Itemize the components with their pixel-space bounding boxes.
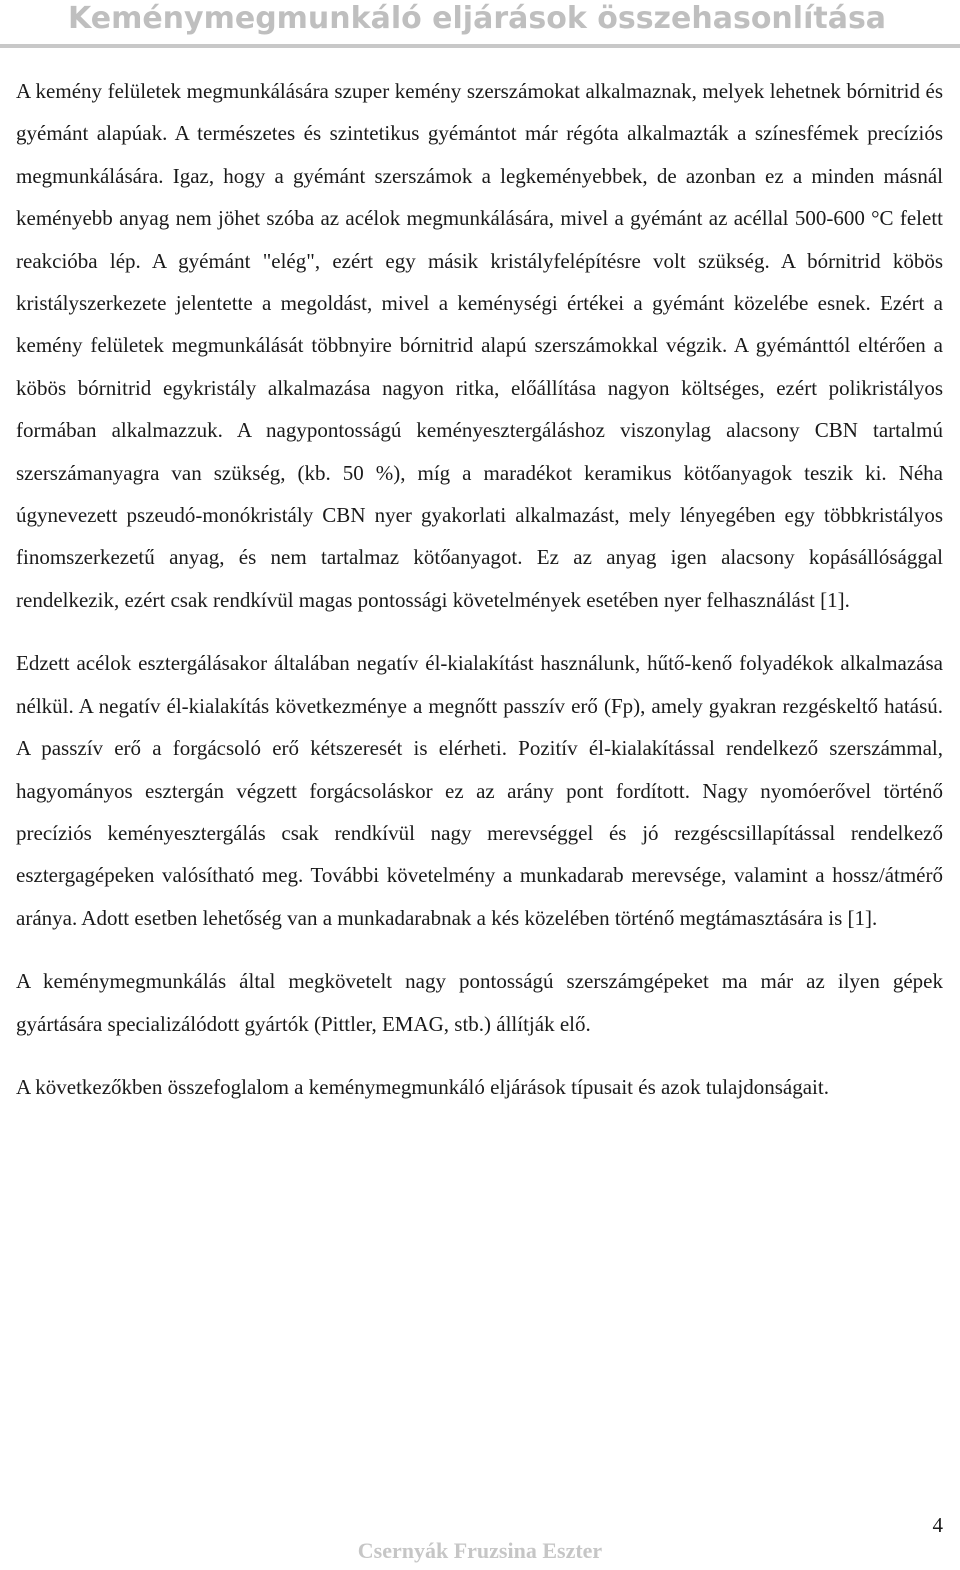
paragraph-superhard-tools: A kemény felületek megmunkálására szuper kemény szerszámokat alkalmaznak, melyek lehetnek bórnitrid és gyémánt alapúak. A természetes és szintetikus gyémántot már régóta alkalmazták a színesfémek precíziós megmunkálására. Igaz, hogy a gyémánt szerszámok a legkeményebbek, de azonban ez a minden másnál keményebb anyag nem jöhet szóba az acélok megmunkálására, mivel a gyémánt az acéllal 500-600 °C felett reakcióba lép. A gyémánt "elég", ezért egy másik kristályfelépítésre volt szükség. A bórnitrid köbös kristályszerkezete jelentette a megoldást, mivel a keménységi értékei a gyémánt közelébe esnek. Ezért a kemény felületek megmunkálását többnyire bórnitrid alapú szerszámokkal végzik. A gyémánttól eltérően a köbös bórnitrid egykristály alkalmazása nagyon ritka, előállítása nagyon költséges, ezért polikristályos formában alkalmazzuk. A nagypontosságú keményesztergáláshoz viszonylag alacsony CBN tartalmú szerszámanyagra van szükség, (kb. 50 %), míg a maradékot keramikus kötőanyagok teszik ki. Néha úgynevezett pszeudó-monókristály CBN nyer gyakorlati alkalmazást, mely lényegében egy többkristályos finomszerkezetű anyag, és nem tartalmaz kötőanyagot. Ez az anyag igen alacsony kopásállósággal rendelkezik, ezért csak rendkívül magas pontossági követelmények esetében nyer felhasználást [1]. <box>16 79 943 612</box>
header-title: Keménymegmunkáló eljárások összehasonlítása <box>68 1 887 36</box>
page-header <box>0 0 960 48</box>
header-divider <box>0 44 960 48</box>
paragraph-machine-manufacturers: A keménymegmunkálás által megkövetelt nagy pontosságú szerszámgépeket ma már az ilyen gépek gyártására specializálódott gyártók (Pittler, EMAG, stb.) állítják elő. <box>16 969 943 1036</box>
paragraph-summary-intro: A következőkben összefoglalom a keménymegmunkáló eljárások típusait és azok tulajdonságait. <box>16 1074 829 1099</box>
footer-author: Csernyák Fruzsina Eszter <box>357 1538 603 1563</box>
page-number: 4 <box>932 1513 943 1537</box>
paragraph-hardened-steel-turning: Edzett acélok esztergálásakor általában negatív él-kialakítást használunk, hűtő-kenő folyadékok alkalmazása nélkül. A negatív él-kialakítás következménye a megnőtt passzív erő (Fp), amely gyakran rezgéskeltő hatású. A passzív erő a forgácsoló erő kétszeresét is elérheti. Pozitív él-kialakítással rendelkező szerszámmal, hagyományos esztergán végzett forgácsoláskor ez az arány pont fordított. Nagy nyomóerővel történő precíziós keményesztergálás csak rendkívül nagy merevséggel és jó rezgéscsillapítással rendelkező esztergagépeken valósítható meg. További követelmény a munkadarab merevsége, valamint a hossz/átmérő aránya. Adott esetben lehetőség van a munkadarabnak a kés közelében történő megtámasztására is [1]. <box>16 651 943 930</box>
body-text <box>16 70 943 1129</box>
